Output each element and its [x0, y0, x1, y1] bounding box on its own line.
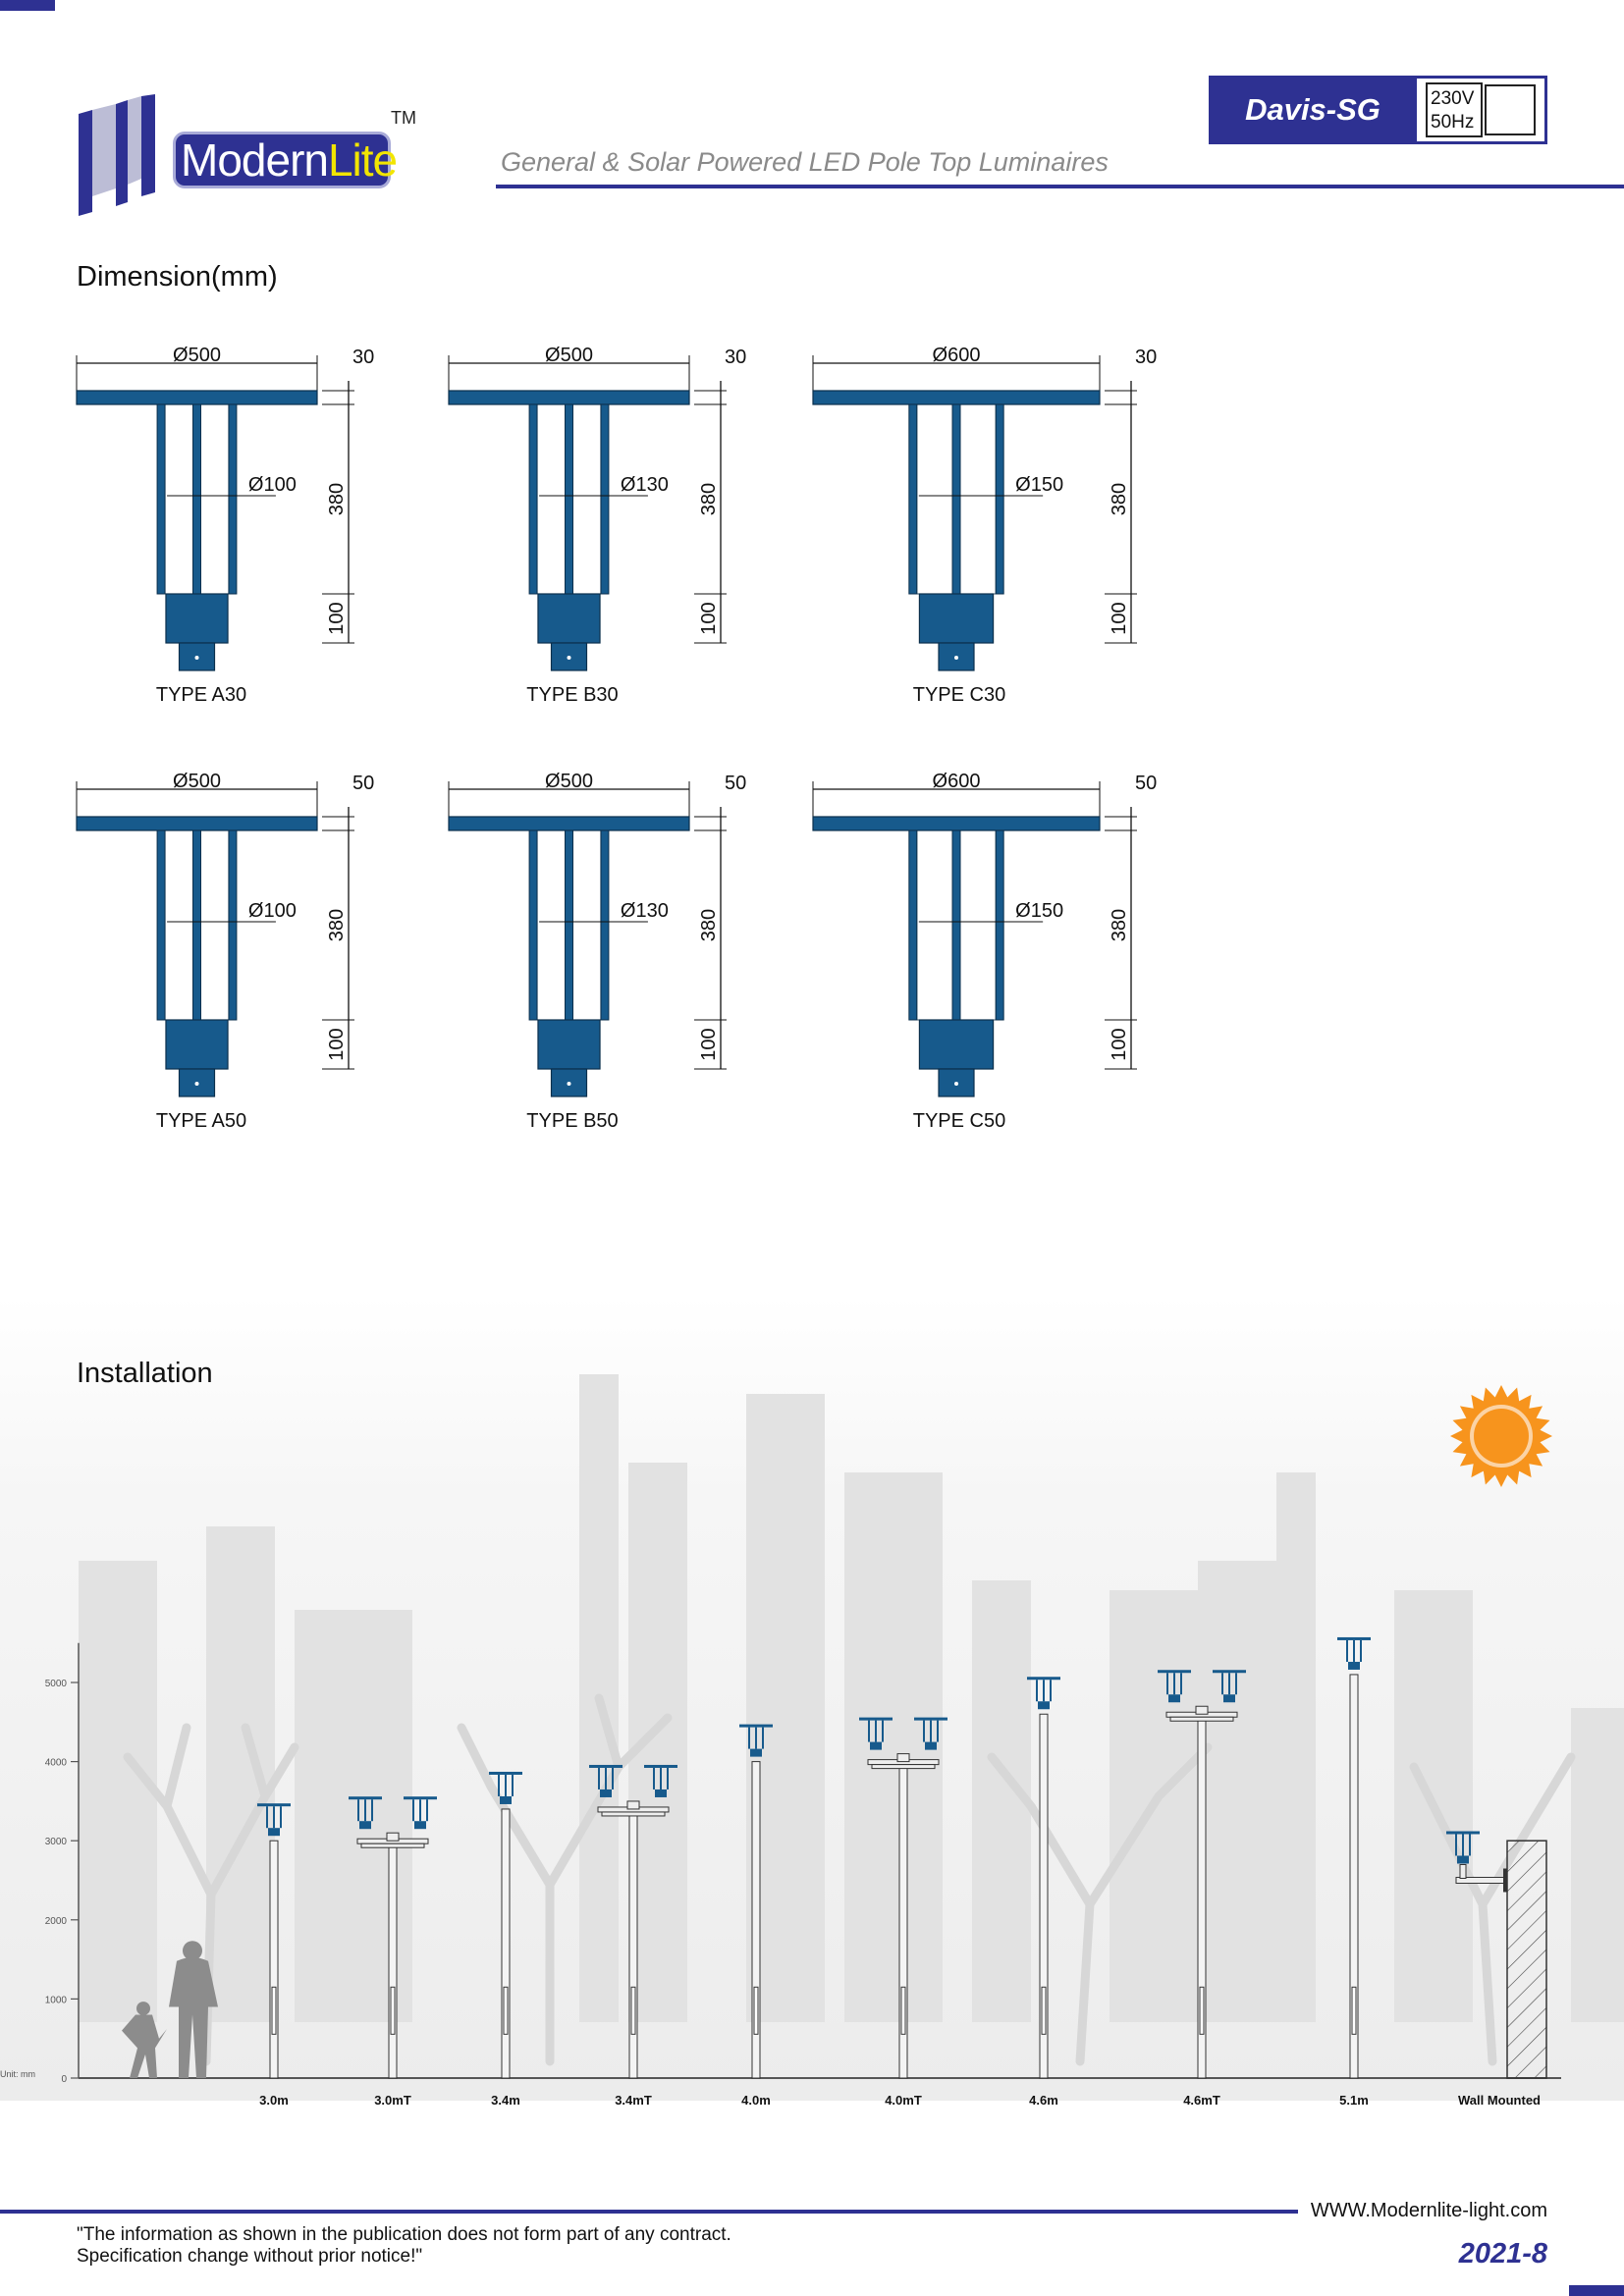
luminaire: [1027, 1677, 1060, 1709]
luminaire-post: [612, 1768, 614, 1789]
luminaire-post: [512, 1775, 514, 1796]
support-post: [601, 830, 609, 1020]
pole-shaft: [629, 1809, 637, 2078]
luminaire-post: [667, 1768, 669, 1789]
screw-hole: [954, 656, 958, 660]
canopy: [449, 817, 689, 830]
luminaire-canopy: [739, 1725, 773, 1728]
wall: [1507, 1841, 1546, 2078]
pole-door: [631, 1987, 635, 2034]
luminaire-post: [1360, 1640, 1362, 1662]
corner-accent-top: [0, 0, 55, 11]
voltage-line1: 230V: [1431, 88, 1475, 109]
body-height-value: 380: [326, 908, 348, 942]
pole-label: 4.0m: [741, 2093, 771, 2108]
pole-shaft: [502, 1809, 510, 2078]
luminaire-post: [1346, 1640, 1348, 1662]
luminaire: [589, 1765, 623, 1797]
pole-option: [349, 1796, 437, 2108]
pole-option: [1027, 1677, 1060, 2108]
luminaire-canopy: [914, 1718, 947, 1721]
canopy: [449, 391, 689, 404]
luminaire-canopy: [1213, 1670, 1246, 1673]
disclaimer-line-1: "The information as shown in the publication does not form part of any contract.: [77, 2224, 731, 2245]
luminaire-base: [359, 1821, 371, 1829]
luminaire-post: [1228, 1673, 1230, 1694]
luminaire-post: [653, 1768, 655, 1789]
luminaire-post: [755, 1728, 757, 1749]
pole-label: 4.6mT: [1183, 2093, 1220, 2108]
body-height-value: 380: [326, 482, 348, 516]
y-tick-label: 2000: [44, 1915, 67, 1927]
luminaire-base: [268, 1828, 280, 1836]
luminaire: [1337, 1637, 1371, 1670]
top-thickness-value: 30: [725, 347, 747, 368]
pole-option: [1337, 1637, 1371, 2108]
child-body: [122, 2015, 167, 2078]
certification-box: [1485, 84, 1536, 135]
luminaire: [914, 1718, 947, 1750]
pole-option: [1158, 1670, 1246, 2108]
wall-mount-label: Wall Mounted: [1457, 2093, 1542, 2108]
model-name: Davis-SG: [1245, 92, 1380, 127]
luminaire-post: [498, 1775, 500, 1796]
support-post: [566, 404, 573, 594]
publication-date: 2021-8: [1458, 2238, 1547, 2269]
body-height-value: 380: [698, 482, 720, 516]
luminaire-post: [1036, 1680, 1038, 1701]
support-post: [601, 404, 609, 594]
base-height-value: 100: [698, 1028, 720, 1061]
width-value: Ø600: [932, 771, 981, 792]
luminaire-base: [500, 1796, 512, 1804]
luminaire: [489, 1772, 522, 1804]
tee-crossarm: [872, 1765, 935, 1769]
tee-hub: [897, 1754, 909, 1762]
dimension-drawing: [449, 771, 746, 1096]
dimension-drawing: [813, 345, 1157, 670]
wall-arm-riser: [1460, 1865, 1466, 1879]
top-thickness-value: 50: [725, 773, 747, 794]
base-housing: [166, 1020, 228, 1069]
top-thickness-value: 50: [352, 773, 375, 794]
pole-door: [504, 1987, 508, 2034]
luminaire-canopy: [349, 1796, 382, 1799]
header-rule: [496, 185, 1624, 188]
luminaire-post: [1353, 1640, 1355, 1662]
base-height-value: 100: [326, 1028, 348, 1061]
luminaire-post: [868, 1721, 870, 1742]
support-post: [193, 404, 201, 594]
support-post: [566, 830, 573, 1020]
luminaire-base: [655, 1789, 667, 1797]
type-label: TYPE B30: [526, 684, 619, 706]
base-housing: [538, 594, 600, 643]
corner-accent-bottom: [1569, 2285, 1624, 2296]
voltage-badge: [1426, 82, 1483, 137]
width-value: Ø500: [173, 345, 221, 366]
luminaire-canopy: [1337, 1637, 1371, 1640]
body-height-value: 380: [1109, 908, 1130, 942]
luminaire-post: [1469, 1835, 1471, 1856]
luminaire-base: [414, 1821, 426, 1829]
pole-diameter-value: Ø150: [1015, 900, 1064, 922]
pole-door: [1352, 1987, 1356, 2034]
y-tick-label: 0: [61, 2074, 67, 2085]
type-label: TYPE A50: [155, 1110, 247, 1132]
base-height-value: 100: [1109, 602, 1130, 635]
dimension-drawings: [0, 334, 1624, 1139]
luminaire-base: [1168, 1694, 1180, 1702]
luminaire-base: [1223, 1694, 1235, 1702]
tee-hub: [627, 1801, 639, 1809]
support-post: [529, 404, 537, 594]
luminaire-post: [1462, 1835, 1464, 1856]
luminaire-canopy: [257, 1803, 291, 1806]
base-height-value: 100: [326, 602, 348, 635]
pole-label: 5.1m: [1339, 2093, 1369, 2108]
type-label: TYPE C50: [912, 1110, 1006, 1132]
pole-diameter-value: Ø100: [247, 474, 297, 496]
luminaire-canopy: [1158, 1670, 1191, 1673]
pole-option: [859, 1718, 947, 2108]
wall-mount-option: [1446, 1832, 1546, 2109]
luminaire-base: [870, 1742, 882, 1750]
luminaire-post: [419, 1799, 421, 1821]
support-post: [952, 404, 960, 594]
luminaire-post: [937, 1721, 939, 1742]
pole-label: 3.4mT: [615, 2093, 652, 2108]
footer-rule: [0, 2210, 1298, 2214]
sun-icon: [1449, 1384, 1553, 1488]
luminaire-post: [280, 1806, 282, 1828]
luminaire-canopy: [589, 1765, 623, 1768]
y-tick-label: 1000: [44, 1995, 67, 2006]
screw-hole: [568, 1082, 571, 1086]
width-value: Ø600: [932, 345, 981, 366]
luminaire-post: [660, 1768, 662, 1789]
pole-door: [391, 1987, 395, 2034]
dimension-drawing: [813, 771, 1157, 1096]
tee-hub: [1196, 1706, 1208, 1714]
y-tick-label: 4000: [44, 1757, 67, 1769]
installation-title: Installation: [77, 1358, 213, 1389]
luminaire-post: [1043, 1680, 1045, 1701]
tee-crossarm: [602, 1812, 665, 1816]
support-post: [229, 830, 237, 1020]
luminaire-base: [1457, 1856, 1469, 1864]
luminaire-post: [930, 1721, 932, 1742]
people-silhouette: [122, 1941, 218, 2078]
type-label: TYPE B50: [526, 1110, 619, 1132]
luminaire-base: [600, 1789, 612, 1797]
luminaire-canopy: [489, 1772, 522, 1775]
luminaire-base: [1038, 1701, 1050, 1709]
luminaire-base: [925, 1742, 937, 1750]
base-housing: [166, 594, 228, 643]
pole-door: [754, 1987, 758, 2034]
pole-label: 3.0mT: [374, 2093, 411, 2108]
pole-door: [1200, 1987, 1204, 2034]
pole-door: [901, 1987, 905, 2034]
luminaire-post: [273, 1806, 275, 1828]
screw-hole: [568, 656, 571, 660]
top-thickness-value: 30: [352, 347, 375, 368]
support-post: [193, 830, 201, 1020]
voltage-line2: 50Hz: [1431, 112, 1475, 133]
base-housing: [919, 594, 993, 643]
pole-diameter-value: Ø100: [247, 900, 297, 922]
luminaire-base: [750, 1749, 762, 1757]
luminaire-post: [1221, 1673, 1223, 1694]
pole-option: [489, 1772, 522, 2108]
luminaire: [1213, 1670, 1246, 1702]
base-housing: [538, 1020, 600, 1069]
luminaire: [859, 1718, 893, 1750]
luminaire-canopy: [1446, 1832, 1480, 1835]
product-subtitle: General & Solar Powered LED Pole Top Luminaires: [501, 147, 1109, 177]
support-post: [996, 404, 1003, 594]
support-post: [909, 404, 917, 594]
trademark-symbol: TM: [391, 108, 416, 128]
website-url[interactable]: WWW.Modernlite-light.com: [1310, 2200, 1547, 2221]
luminaire-post: [762, 1728, 764, 1749]
adult-body: [169, 1957, 218, 2078]
dimension-drawing: [77, 345, 374, 670]
luminaire-post: [371, 1799, 373, 1821]
pole-option: [257, 1803, 291, 2108]
disclaimer-line-2: Specification change without prior notice!": [77, 2246, 423, 2267]
canopy: [813, 391, 1100, 404]
luminaire-post: [1180, 1673, 1182, 1694]
luminaire-post: [598, 1768, 600, 1789]
luminaire-post: [426, 1799, 428, 1821]
luminaire-post: [875, 1721, 877, 1742]
luminaire-post: [882, 1721, 884, 1742]
base-housing: [919, 1020, 993, 1069]
luminaire: [644, 1765, 677, 1797]
body-height-value: 380: [1109, 482, 1130, 516]
base-height-value: 100: [1109, 1028, 1130, 1061]
luminaire-post: [266, 1806, 268, 1828]
child-head: [136, 2002, 150, 2015]
tee-crossarm: [1170, 1717, 1233, 1721]
top-thickness-value: 30: [1135, 347, 1158, 368]
sun-disc: [1474, 1409, 1529, 1464]
support-post: [157, 830, 165, 1020]
support-post: [157, 404, 165, 594]
luminaire-post: [748, 1728, 750, 1749]
luminaire-post: [1166, 1673, 1168, 1694]
brand-name: ModernLite: [181, 134, 398, 186]
luminaire-post: [1235, 1673, 1237, 1694]
pole-shaft: [389, 1841, 397, 2078]
luminaire-post: [605, 1768, 607, 1789]
luminaire-canopy: [404, 1796, 437, 1799]
luminaire: [404, 1796, 437, 1829]
support-post: [529, 830, 537, 1020]
pole-label: 4.6m: [1029, 2093, 1058, 2108]
luminaire-base: [1348, 1662, 1360, 1670]
pole-option: [739, 1725, 773, 2108]
luminaire-post: [1455, 1835, 1457, 1856]
y-tick-label: 3000: [44, 1837, 67, 1848]
width-value: Ø500: [173, 771, 221, 792]
pole-label: 3.0m: [259, 2093, 289, 2108]
luminaire: [257, 1803, 291, 1836]
luminaire: [739, 1725, 773, 1757]
y-tick-label: 5000: [44, 1679, 67, 1689]
pole-shaft: [270, 1841, 278, 2078]
canopy: [77, 391, 317, 404]
luminaire: [349, 1796, 382, 1829]
pole-label: 4.0mT: [885, 2093, 922, 2108]
luminaire-post: [1173, 1673, 1175, 1694]
screw-hole: [195, 1082, 199, 1086]
tee-hub: [387, 1833, 399, 1841]
tee-crossarm: [361, 1843, 424, 1847]
pole-diameter-value: Ø150: [1015, 474, 1064, 496]
pole-door: [1042, 1987, 1046, 2034]
pole-option: [589, 1765, 677, 2108]
luminaire-post: [412, 1799, 414, 1821]
luminaire-post: [364, 1799, 366, 1821]
type-label: TYPE A30: [155, 684, 247, 706]
luminaire: [1158, 1670, 1191, 1702]
top-thickness-value: 50: [1135, 773, 1158, 794]
luminaire-post: [1050, 1680, 1052, 1701]
support-post: [909, 830, 917, 1020]
base-height-value: 100: [698, 602, 720, 635]
type-label: TYPE C30: [912, 684, 1006, 706]
pole-label: 3.4m: [491, 2093, 520, 2108]
screw-hole: [195, 656, 199, 660]
luminaire-post: [505, 1775, 507, 1796]
luminaire-canopy: [1027, 1677, 1060, 1680]
dimension-drawing: [77, 771, 374, 1096]
wall-bracket: [1503, 1869, 1507, 1893]
luminaire-post: [923, 1721, 925, 1742]
pole-door: [272, 1987, 276, 2034]
pole-diameter-value: Ø130: [620, 474, 669, 496]
support-post: [996, 830, 1003, 1020]
dimension-title: Dimension(mm): [77, 261, 278, 293]
luminaire-canopy: [644, 1765, 677, 1768]
screw-hole: [954, 1082, 958, 1086]
disclaimer: [77, 2224, 731, 2268]
body-height-value: 380: [698, 908, 720, 942]
canopy: [77, 817, 317, 830]
support-post: [229, 404, 237, 594]
luminaire-post: [357, 1799, 359, 1821]
luminaire: [1446, 1832, 1480, 1864]
dimension-drawing: [449, 345, 746, 670]
width-value: Ø500: [545, 771, 593, 792]
installation-chart: [0, 1610, 1624, 2120]
canopy: [813, 817, 1100, 830]
luminaire-canopy: [859, 1718, 893, 1721]
width-value: Ø500: [545, 345, 593, 366]
support-post: [952, 830, 960, 1020]
unit-label: Unit: mm: [0, 2069, 35, 2079]
pole-diameter-value: Ø130: [620, 900, 669, 922]
